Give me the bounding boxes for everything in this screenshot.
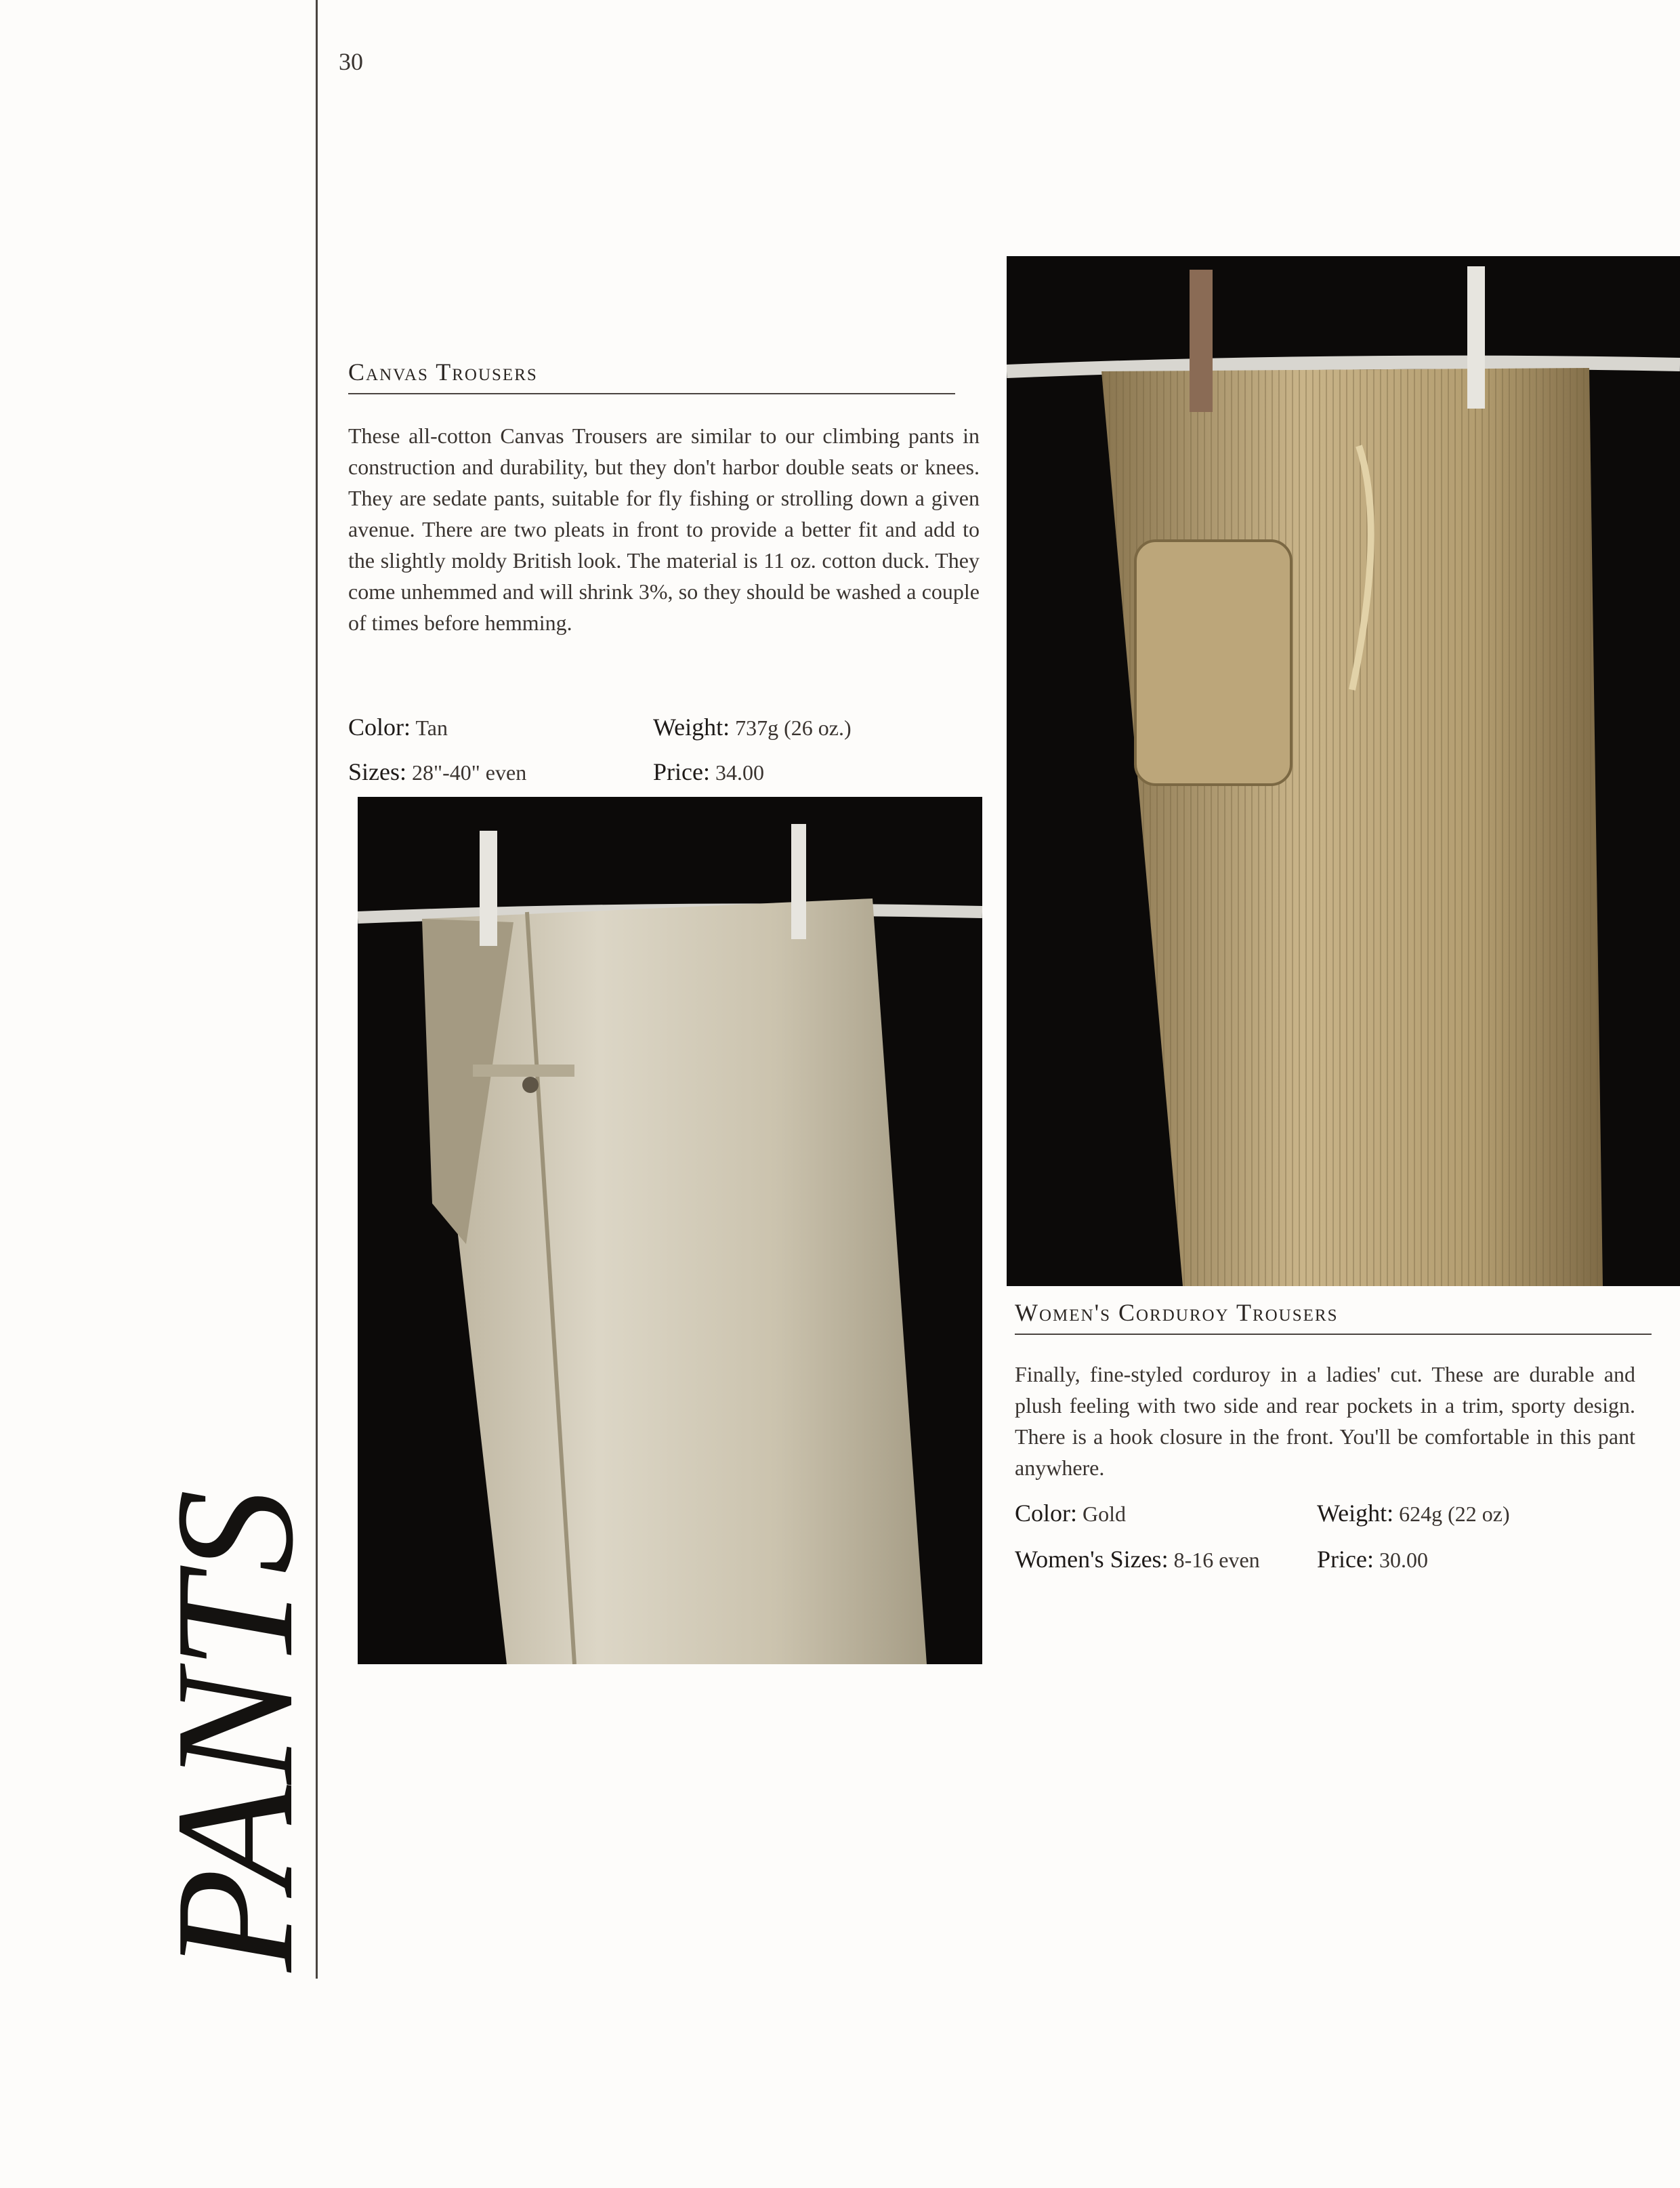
color-value: Gold (1083, 1502, 1127, 1526)
canvas-color-spec (348, 713, 448, 741)
page-number: 30 (339, 48, 363, 75)
corduroy-weight-spec (1317, 1499, 1510, 1527)
price-label: Price: (653, 758, 710, 785)
corduroy-price-spec (1317, 1545, 1428, 1573)
weight-label: Weight: (653, 714, 730, 741)
color-label: Color: (348, 714, 411, 741)
color-value: Tan (415, 716, 448, 740)
canvas-price-spec (653, 758, 764, 786)
price-label: Price: (1317, 1546, 1374, 1573)
canvas-trousers-title: Canvas Trousers (348, 358, 955, 394)
canvas-sizes-spec (348, 758, 526, 786)
section-title-pants: PANTS (141, 1488, 329, 1972)
sizes-value: 28"-40" even (412, 760, 527, 785)
corduroy-trousers-title: Women's Corduroy Trousers (1015, 1298, 1652, 1335)
canvas-trousers-description: These all-cotton Canvas Trousers are similar to our climbing pants in construction and durability, but they don't harbor double seats or knees. They are sedate pants, suitable for fly fishing or strolling down a given avenue. There are two pleats in front to provide a better fit and add to the slightly moldy British look. The material is 11 oz. cotton duck. They come unhemmed and will shrink 3%, so they should be washed a couple of times before hemming. (348, 424, 980, 635)
sizes-label: Sizes: (348, 758, 406, 785)
corduroy-sizes-spec (1015, 1545, 1260, 1573)
corduroy-color-spec (1015, 1499, 1126, 1527)
canvas-weight-spec (653, 713, 852, 741)
weight-label: Weight: (1317, 1500, 1394, 1527)
price-value: 34.00 (715, 760, 764, 785)
price-value: 30.00 (1379, 1548, 1428, 1572)
corduroy-trousers-description: Finally, fine-styled corduroy in a ladies' cut. These are durable and plush feeling with two side and rear pockets in a trim, sporty design. There is a hook closure in the front. You'll be comfortable in this pant anywhere. (1015, 1362, 1635, 1480)
weight-value: 737g (26 oz.) (735, 716, 852, 740)
sizes-value: 8-16 even (1173, 1548, 1260, 1572)
weight-value: 624g (22 oz) (1399, 1502, 1510, 1526)
color-label: Color: (1015, 1500, 1078, 1527)
sizes-label: Women's Sizes: (1015, 1546, 1169, 1573)
corduroy-trousers-photo (1007, 256, 1680, 1286)
canvas-trousers-photo (358, 797, 982, 1664)
